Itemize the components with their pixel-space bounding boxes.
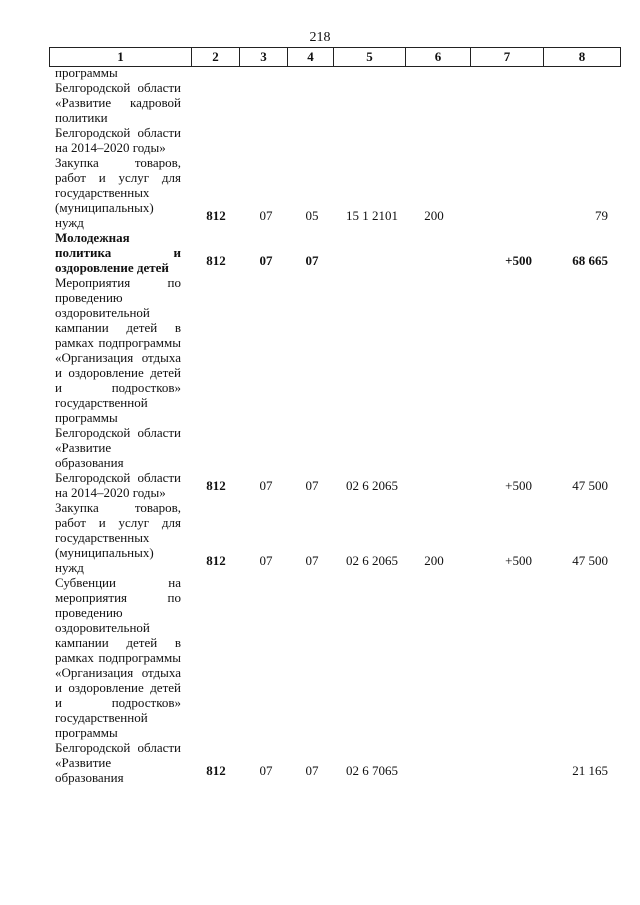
row-1-chapter-code: 812 (206, 208, 226, 223)
row-5-description-line: образования (55, 770, 124, 785)
row-5-description-line: Субвенции на (55, 575, 181, 590)
row-2-subsection-code: 07 (305, 253, 319, 268)
row-2-change-amount: +500 (505, 253, 532, 268)
row-0-description-line: программы (55, 65, 118, 80)
row-0-description-line: на 2014–2020 годы» (55, 140, 166, 155)
row-1-description-line: (муниципальных) (55, 200, 154, 215)
column-header-5: 5 (334, 48, 406, 67)
row-3-description-line: Белгородской области (55, 425, 181, 440)
row-3-description-line: и оздоровление детей (55, 365, 181, 380)
row-5-description-line: программы (55, 725, 118, 740)
row-4-total-amount: 47 500 (572, 553, 608, 568)
row-4-expense-type: 200 (424, 553, 444, 568)
row-2-total-amount: 68 665 (572, 253, 608, 268)
row-5-description-line: проведению (55, 605, 123, 620)
row-4-description-line: государственных (55, 530, 150, 545)
column-header-4: 4 (288, 48, 334, 67)
row-5-description-line: Белгородской области (55, 740, 181, 755)
row-3-description-line: и подростков» (55, 380, 181, 395)
column-header-7: 7 (471, 48, 544, 67)
row-4-description-line: (муниципальных) (55, 545, 154, 560)
row-5-total-amount: 21 165 (572, 763, 608, 778)
row-5-description-line: «Развитие (55, 755, 112, 770)
row-0-description-line: политики (55, 110, 108, 125)
row-3-description-line: «Организация отдыха (55, 350, 181, 365)
row-5-section-code: 07 (259, 763, 273, 778)
row-0-description-line: «Развитие кадровой (55, 95, 181, 110)
row-5-description-line: рамках подпрограммы (55, 650, 181, 665)
row-3-description-line: кампании детей в (55, 320, 181, 335)
row-3-description-line: государственной (55, 395, 148, 410)
row-5-description-line: «Организация отдыха (55, 665, 181, 680)
row-5-description-line: государственной (55, 710, 148, 725)
row-1-section-code: 07 (259, 208, 273, 223)
row-2-description-line: политика и (55, 245, 181, 260)
row-5-subsection-code: 07 (305, 763, 319, 778)
row-3-description-line: Белгородской области (55, 470, 181, 485)
row-3-description-line: программы (55, 410, 118, 425)
row-4-section-code: 07 (259, 553, 273, 568)
row-4-subsection-code: 07 (305, 553, 319, 568)
row-4-description-line: нужд (55, 560, 84, 575)
row-2-chapter-code: 812 (206, 253, 226, 268)
row-3-description-line: рамках подпрограммы (55, 335, 181, 350)
row-1-description-line: работ и услуг для (55, 170, 181, 185)
row-4-description-line: работ и услуг для (55, 515, 181, 530)
row-1-description-line: государственных (55, 185, 150, 200)
column-header-8: 8 (544, 48, 621, 67)
column-header-1: 1 (50, 48, 192, 67)
row-3-description-line: Мероприятия по (55, 275, 181, 290)
row-2-description-line: оздоровление детей (55, 260, 169, 275)
column-header-6: 6 (406, 48, 471, 67)
row-0-description-line: Белгородской области (55, 80, 181, 95)
row-3-description-line: образования (55, 455, 124, 470)
row-5-chapter-code: 812 (206, 763, 226, 778)
row-5-description-line: кампании детей в (55, 635, 181, 650)
column-header-table (49, 47, 621, 67)
row-3-total-amount: 47 500 (572, 478, 608, 493)
row-5-description-line: оздоровительной (55, 620, 150, 635)
row-3-description-line: оздоровительной (55, 305, 150, 320)
row-5-description-line: мероприятия по (55, 590, 181, 605)
row-1-subsection-code: 05 (305, 208, 319, 223)
row-3-description-line: на 2014–2020 годы» (55, 485, 166, 500)
row-3-chapter-code: 812 (206, 478, 226, 493)
row-5-target-article: 02 6 7065 (346, 763, 398, 778)
row-3-target-article: 02 6 2065 (346, 478, 398, 493)
row-4-description-line: Закупка товаров, (55, 500, 181, 515)
column-header-row (50, 48, 621, 67)
row-3-subsection-code: 07 (305, 478, 319, 493)
row-3-change-amount: +500 (505, 478, 532, 493)
row-3-section-code: 07 (259, 478, 273, 493)
row-3-description-line: проведению (55, 290, 123, 305)
row-5-description-line: и оздоровление детей (55, 680, 181, 695)
row-2-description-line: Молодежная (55, 230, 130, 245)
row-4-target-article: 02 6 2065 (346, 553, 398, 568)
row-4-change-amount: +500 (505, 553, 532, 568)
row-3-description-line: «Развитие (55, 440, 112, 455)
row-1-target-article: 15 1 2101 (346, 208, 398, 223)
row-4-chapter-code: 812 (206, 553, 226, 568)
column-header-3: 3 (240, 48, 288, 67)
row-1-description-line: Закупка товаров, (55, 155, 181, 170)
page-number: 218 (309, 30, 331, 45)
row-5-description-line: и подростков» (55, 695, 181, 710)
row-2-section-code: 07 (259, 253, 273, 268)
column-header-2: 2 (192, 48, 240, 67)
row-1-description-line: нужд (55, 215, 84, 230)
row-1-expense-type: 200 (424, 208, 444, 223)
row-1-total-amount: 79 (595, 208, 608, 223)
row-0-description-line: Белгородской области (55, 125, 181, 140)
